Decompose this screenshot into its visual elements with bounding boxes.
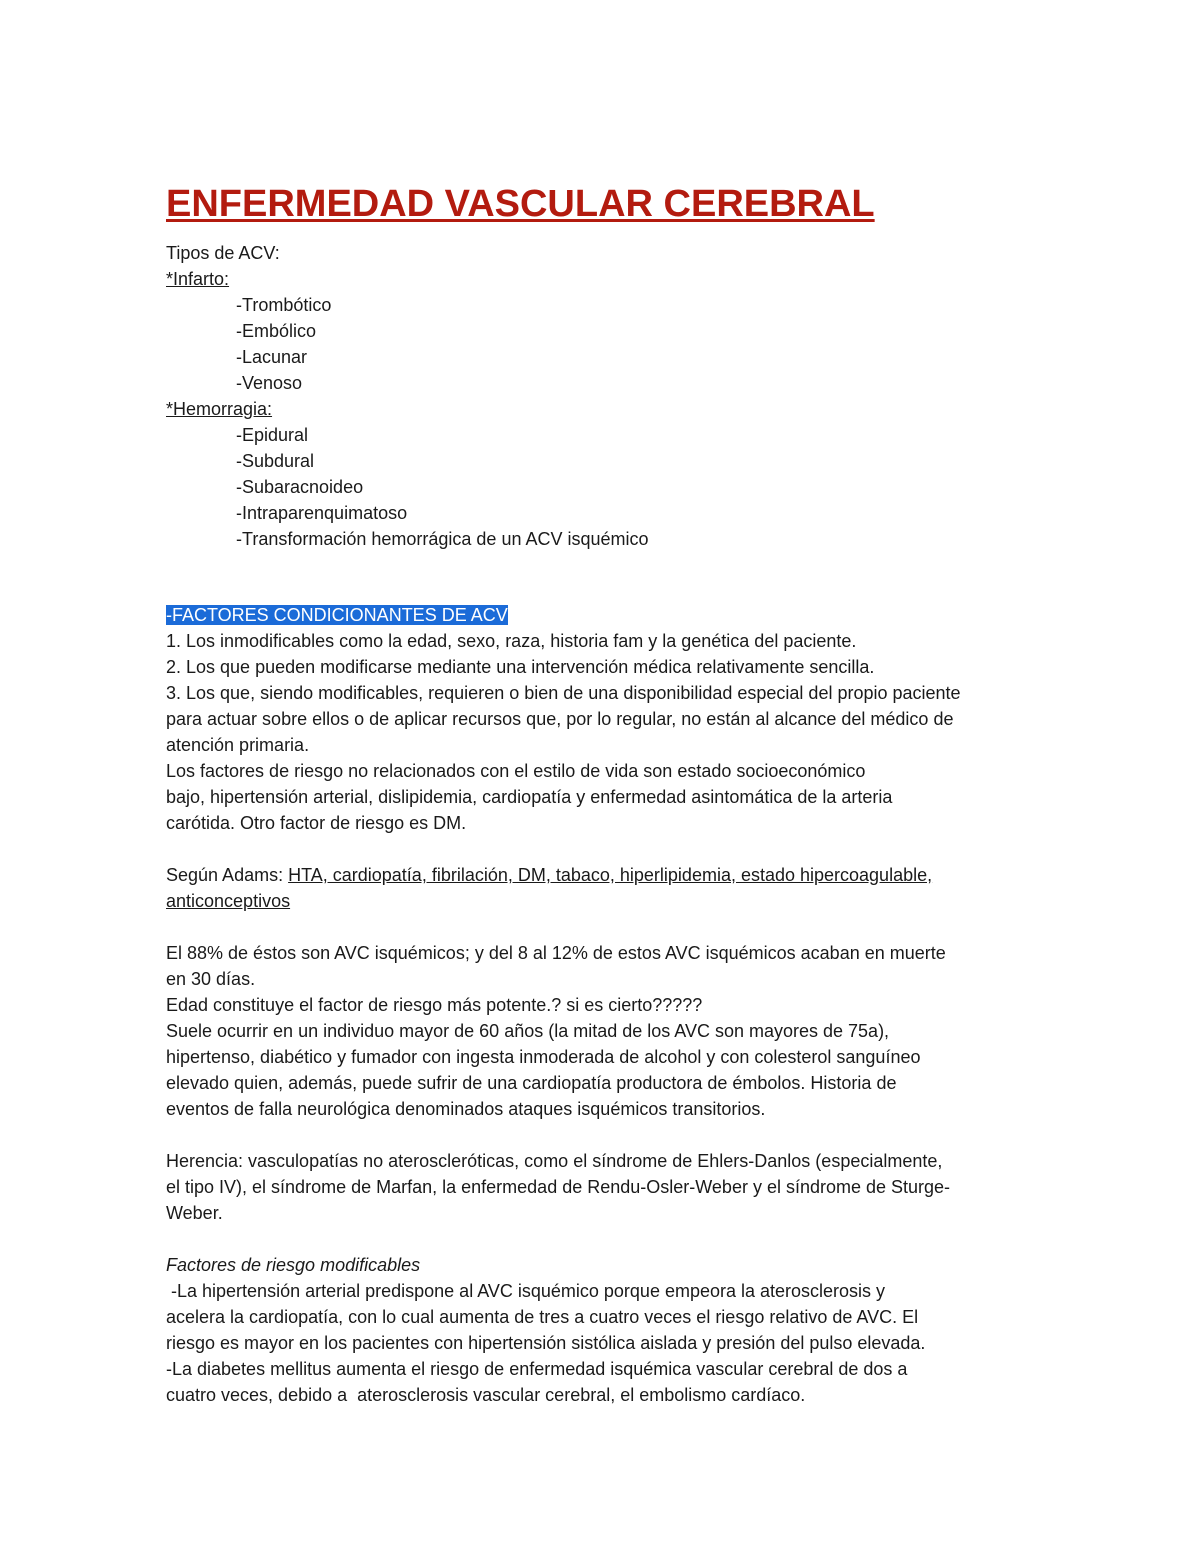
modificables-line: riesgo es mayor en los pacientes con hipertensión sistólica aislada y presión del pulso elevada. xyxy=(166,1333,926,1353)
factores-heading: -FACTORES CONDICIONANTES DE ACV xyxy=(166,605,508,625)
modificables-heading: Factores de riesgo modificables xyxy=(166,1255,421,1275)
herencia-line: Herencia: vasculopatías no ateroscleróticas, como el síndrome de Ehlers-Danlos (especialmente, xyxy=(166,1151,943,1171)
list-item: -Subaracnoideo xyxy=(236,477,364,497)
list-item: -Epidural xyxy=(236,425,309,445)
stats-line: El 88% de éstos son AVC isquémicos; y del 8 al 12% de estos AVC isquémicos acaban en muerte xyxy=(166,943,946,963)
stats-line: Edad constituye el factor de riesgo más potente.? si es cierto????? xyxy=(166,995,703,1015)
list-item: -Subdural xyxy=(236,451,315,471)
list-item: -Embólico xyxy=(236,321,317,341)
adams-line xyxy=(166,862,1046,888)
modificables-line: -La hipertensión arterial predispone al AVC isquémico porque empeora la aterosclerosis y xyxy=(166,1281,886,1301)
modificables-line: cuatro veces, debido a aterosclerosis vascular cerebral, el embolismo cardíaco. xyxy=(166,1385,806,1405)
adams-prefix: Según Adams: xyxy=(166,865,289,885)
list-item: -Transformación hemorrágica de un ACV isquémico xyxy=(236,529,649,549)
factores-item-2: 2. Los que pueden modificarse mediante una intervención médica relativamente sencilla. xyxy=(166,657,875,677)
tipos-label: Tipos de ACV: xyxy=(166,243,280,263)
factores-item-3-line: para actuar sobre ellos o de aplicar recursos que, por lo regular, no están al alcance del médico de xyxy=(166,709,954,729)
list-item: -Lacunar xyxy=(236,347,308,367)
factores-item-1: 1. Los inmodificables como la edad, sexo, raza, historia fam y la genética del paciente. xyxy=(166,631,857,651)
modificables-line: acelera la cardiopatía, con lo cual aumenta de tres a cuatro veces el riesgo relativo de AVC. El xyxy=(166,1307,919,1327)
stats-line: Suele ocurrir en un individuo mayor de 60 años (la mitad de los AVC son mayores de 75a), xyxy=(166,1021,890,1041)
adams-list: HTA, cardiopatía, fibrilación, DM, tabaco, hiperlipidemia, estado hipercoagulable, xyxy=(288,865,933,885)
stats-line: hipertenso, diabético y fumador con ingesta inmoderada de alcohol y con colesterol sanguíneo xyxy=(166,1047,921,1067)
stats-line: elevado quien, además, puede sufrir de una cardiopatía productora de émbolos. Historia de xyxy=(166,1073,897,1093)
no-relacionados-line: carótida. Otro factor de riesgo es DM. xyxy=(166,813,467,833)
list-item: -Venoso xyxy=(236,373,303,393)
document-body xyxy=(166,240,1046,1408)
herencia-line: Weber. xyxy=(166,1203,223,1223)
no-relacionados-line: bajo, hipertensión arterial, dislipidemia, cardiopatía y enfermedad asintomática de la arteria xyxy=(166,787,893,807)
hemorragia-heading: *Hemorragia: xyxy=(166,399,273,419)
list-item: -Intraparenquimatoso xyxy=(236,503,408,523)
factores-item-3-line: atención primaria. xyxy=(166,735,310,755)
no-relacionados-line: Los factores de riesgo no relacionados con el estilo de vida son estado socioeconómico xyxy=(166,761,866,781)
herencia-line: el tipo IV), el síndrome de Marfan, la enfermedad de Rendu-Osler-Weber y el síndrome de Sturge- xyxy=(166,1177,951,1197)
document-title: ENFERMEDAD VASCULAR CEREBRAL xyxy=(166,183,875,225)
stats-line: en 30 días. xyxy=(166,969,256,989)
infarto-heading: *Infarto: xyxy=(166,269,230,289)
list-item: -Trombótico xyxy=(236,295,332,315)
stats-line: eventos de falla neurológica denominados ataques isquémicos transitorios. xyxy=(166,1099,766,1119)
factores-item-3-line: 3. Los que, siendo modificables, requieren o bien de una disponibilidad especial del propio paciente xyxy=(166,683,961,703)
adams-list-cont: anticonceptivos xyxy=(166,891,291,911)
modificables-line: -La diabetes mellitus aumenta el riesgo de enfermedad isquémica vascular cerebral de dos a xyxy=(166,1359,908,1379)
